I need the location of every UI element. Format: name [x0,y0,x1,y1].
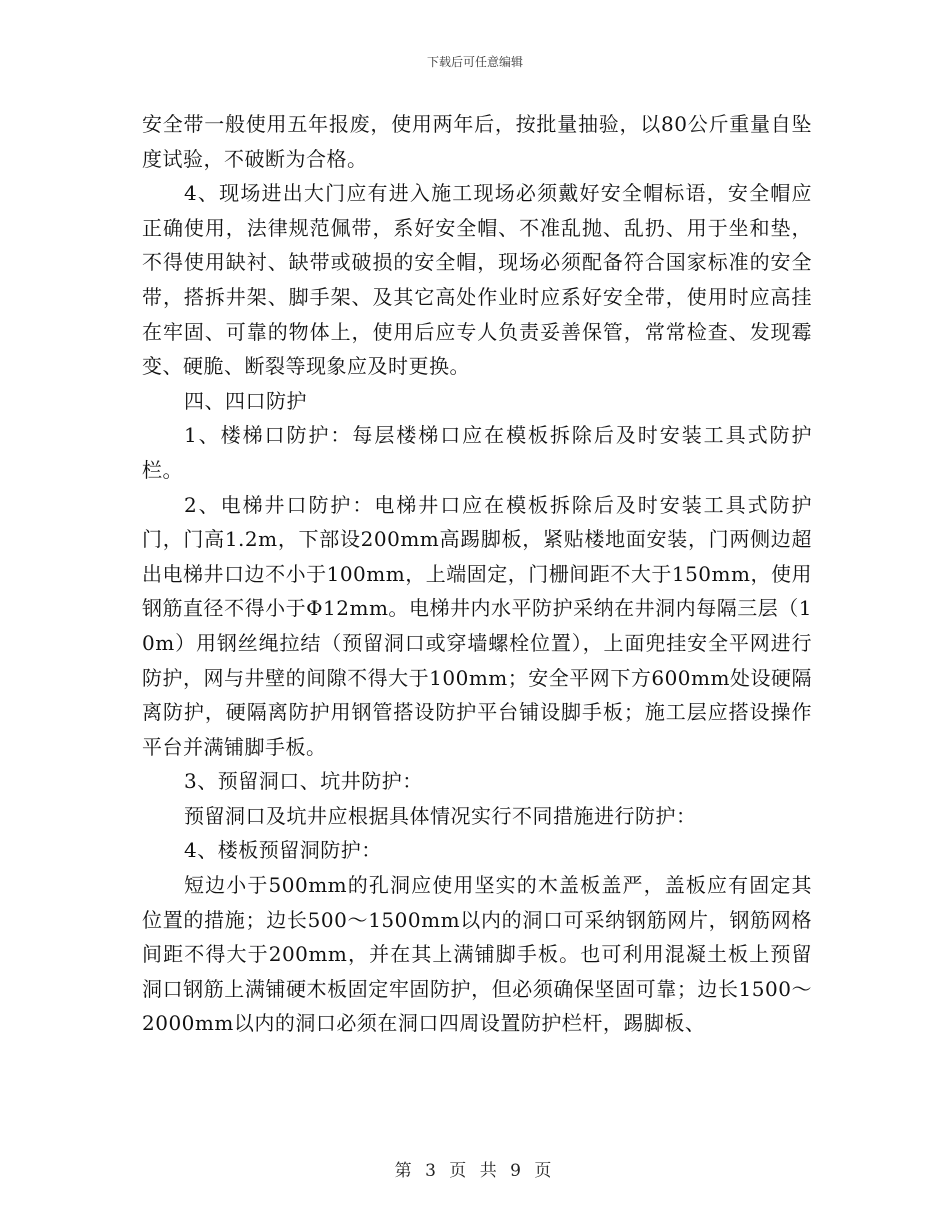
paragraph-floor-openings: 短边小于500mm的孔洞应使用坚实的木盖板盖严，盖板应有固定其位置的措施；边长500～1500mm以内的洞口可采纳钢筋网片，钢筋网格间距不得大于200mm，并在其上满铺脚手板。也可利用混凝土板上预留洞口钢筋上满铺硬木板固定牢固防护，但必须确保坚固可靠；边长1500～2000mm以内的洞口必须在洞口四周设置防护栏杆，踢脚板、 [142,873,812,1036]
paragraph-stair-opening: 1、楼梯口防护：每层楼梯口应在模板拆除后及时安装工具式防护栏。 [142,423,812,482]
page-number-footer: 第 3 页 共 9 页 [394,1161,556,1181]
paragraph-floor-openings-heading: 4、楼板预留洞防护： [184,838,382,863]
paragraph-2: 4、现场进出大门应有进入施工现场必须戴好安全帽标语，安全帽应正确使用，法律规范佩带，系好安全帽、不准乱抛、乱扔、用于坐和垫，不得使用缺衬、缺带或破损的安全帽，现场必须配备符合国家标准的安全带，搭拆井架、脚手架、及其它高处作业时应系好安全带，使用时应高挂在牢固、可靠的物体上，使用后应专人负责妥善保管，常常检查、发现霉变、硬脆、断裂等现象应及时更换。 [142,181,812,379]
section-heading-four-openings: 四、四口防护 [184,388,307,413]
document-body [142,107,812,1041]
paragraph-reserved-openings-heading: 3、预留洞口、坑井防护： [184,769,423,794]
paragraph-reserved-openings-intro: 预留洞口及坑井应根据具体情况实行不同措施进行防护： [184,803,697,828]
page-header-note: 下载后可任意编辑 [426,55,523,69]
paragraph-1: 安全带一般使用五年报废，使用两年后，按批量抽验，以80公斤重量自坠度试验，不破断为合格。 [142,112,812,171]
paragraph-elevator-shaft: 2、电梯井口防护：电梯井口应在模板拆除后及时安装工具式防护门，门高1.2m，下部设200mm高踢脚板，紧贴楼地面安装，门两侧边超出电梯井口边不小于100mm，上端固定，门栅间距不大于150mm，使用钢筋直径不得小于Φ12mm。电梯井内水平防护采纳在井洞内每隔三层（10m）用钢丝绳拉结（预留洞口或穿墙螺栓位置），上面兜挂安全平网进行防护，网与井壁的间隙不得大于100mm；安全平网下方600mm处设硬隔离防护，硬隔离防护用钢管搭设防护平台铺设脚手板；施工层应搭设操作平台并满铺脚手板。 [142,492,812,759]
